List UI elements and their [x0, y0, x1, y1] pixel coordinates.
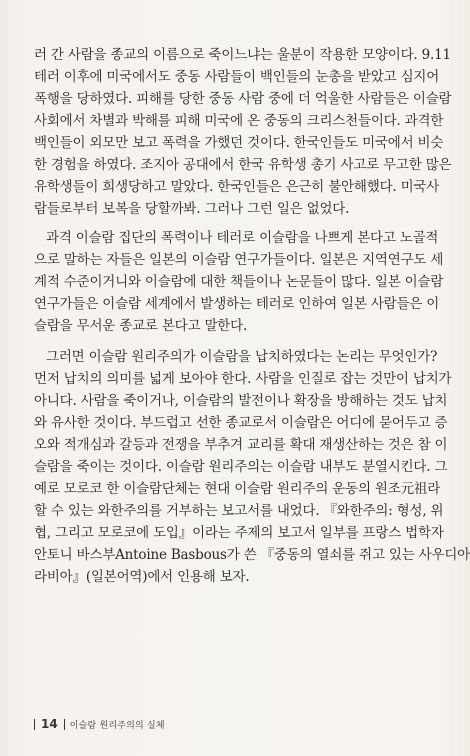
text-line: 유학생들이 희생당하고 말았다. 한국인들은 은근히 불안해했다. 미국사	[34, 179, 440, 195]
text-line: 안토니 바스부Antoine Basbous가 쓴 『중동의 열쇠를 쥐고 있는 사우디아	[34, 547, 470, 563]
text-line: 할 수 있는 와한주의를 거부하는 보고서를 내었다. 『와한주의: 형성, 위	[34, 503, 444, 519]
page-number: 14	[41, 717, 58, 731]
text-line: 와 유사한 것이다. 부드럽고 선한 종교로서 이슬람은 어디에 묻어두고 증	[34, 415, 448, 431]
footer-divider	[34, 719, 35, 730]
text-line: 테러 이후에 미국에서도 중동 사람들이 백인들의 눈총을 받았고 심지어	[34, 69, 440, 85]
text-line: 라비아』(일본어역)에서 인용해 보자.	[34, 569, 250, 585]
text-line: 아니다. 사람을 죽이거나, 이슬람의 발전이나 확장을 방해하는 것도 납치	[34, 393, 448, 409]
text-line: 한 경험을 하였다. 조지아 공대에서 한국 유학생 총기 사고로 무고한 많은	[34, 157, 452, 173]
text-line: 예로 모로코 한 이슬람단체는 현대 이슬람 원리주의 운동의 원조元祖라	[34, 481, 441, 497]
text-line: 람들로부터 보복을 당할까봐. 그러나 그런 일은 없었다.	[34, 201, 350, 217]
page-footer	[34, 716, 165, 732]
text-line: 사회에서 차별과 박해를 피해 미국에 온 중동의 크리스천들이다. 과격한	[34, 113, 444, 129]
running-title: 이슬람 원리주의의 실체	[69, 720, 165, 731]
text-line: 오와 적개심과 갈등과 전쟁을 부추겨 교리를 확대 재생산하는 것은 참 이	[34, 437, 448, 453]
text-line: 그러면 이슬람 원리주의가 이슬람을 납치하였다는 논리는 무엇인가?	[46, 349, 438, 365]
text-line: 폭행을 당하였다. 피해를 당한 중동 사람 중에 더 억울한 사람들은 이슬람	[34, 91, 452, 107]
text-line: 계적 수준이거니와 이슬람에 대한 책들이나 논문들이 많다. 일본 이슬람	[34, 274, 444, 290]
text-line: 백인들이 외모만 보고 폭력을 가했던 것이다. 한국인들도 미국에서 비슷	[34, 135, 444, 151]
text-line: 으로 말하는 자들은 일본의 이슬람 연구가들이다. 일본은 지역연구도 세	[34, 252, 444, 268]
text-line: 연구가들은 이슬람 세계에서 발생하는 테러로 인하여 일본 사람들은 이	[34, 296, 440, 312]
text-line: 협, 그리고 모로코에 도입』이라는 주제의 보고서 일부를 프랑스 법학자	[34, 525, 444, 541]
text-line: 러 간 사람을 종교의 이름으로 죽이느냐는 울분이 작용한 모양이다. 9.11	[34, 47, 451, 63]
text-line: 먼저 납치의 의미를 넓게 보아야 한다. 사람을 인질로 잡는 것만이 납치가	[34, 371, 452, 387]
footer-divider	[64, 719, 65, 730]
text-line: 슬람을 무서운 종교로 본다고 말한다.	[34, 318, 248, 334]
text-line: 과격 이슬람 집단의 폭력이나 테러로 이슬람을 나쁘게 본다고 노골적	[46, 230, 439, 246]
text-line: 슬람을 죽이는 것이다. 이슬람 원리주의는 이슬람 내부도 분열시킨다. 그	[34, 459, 448, 475]
